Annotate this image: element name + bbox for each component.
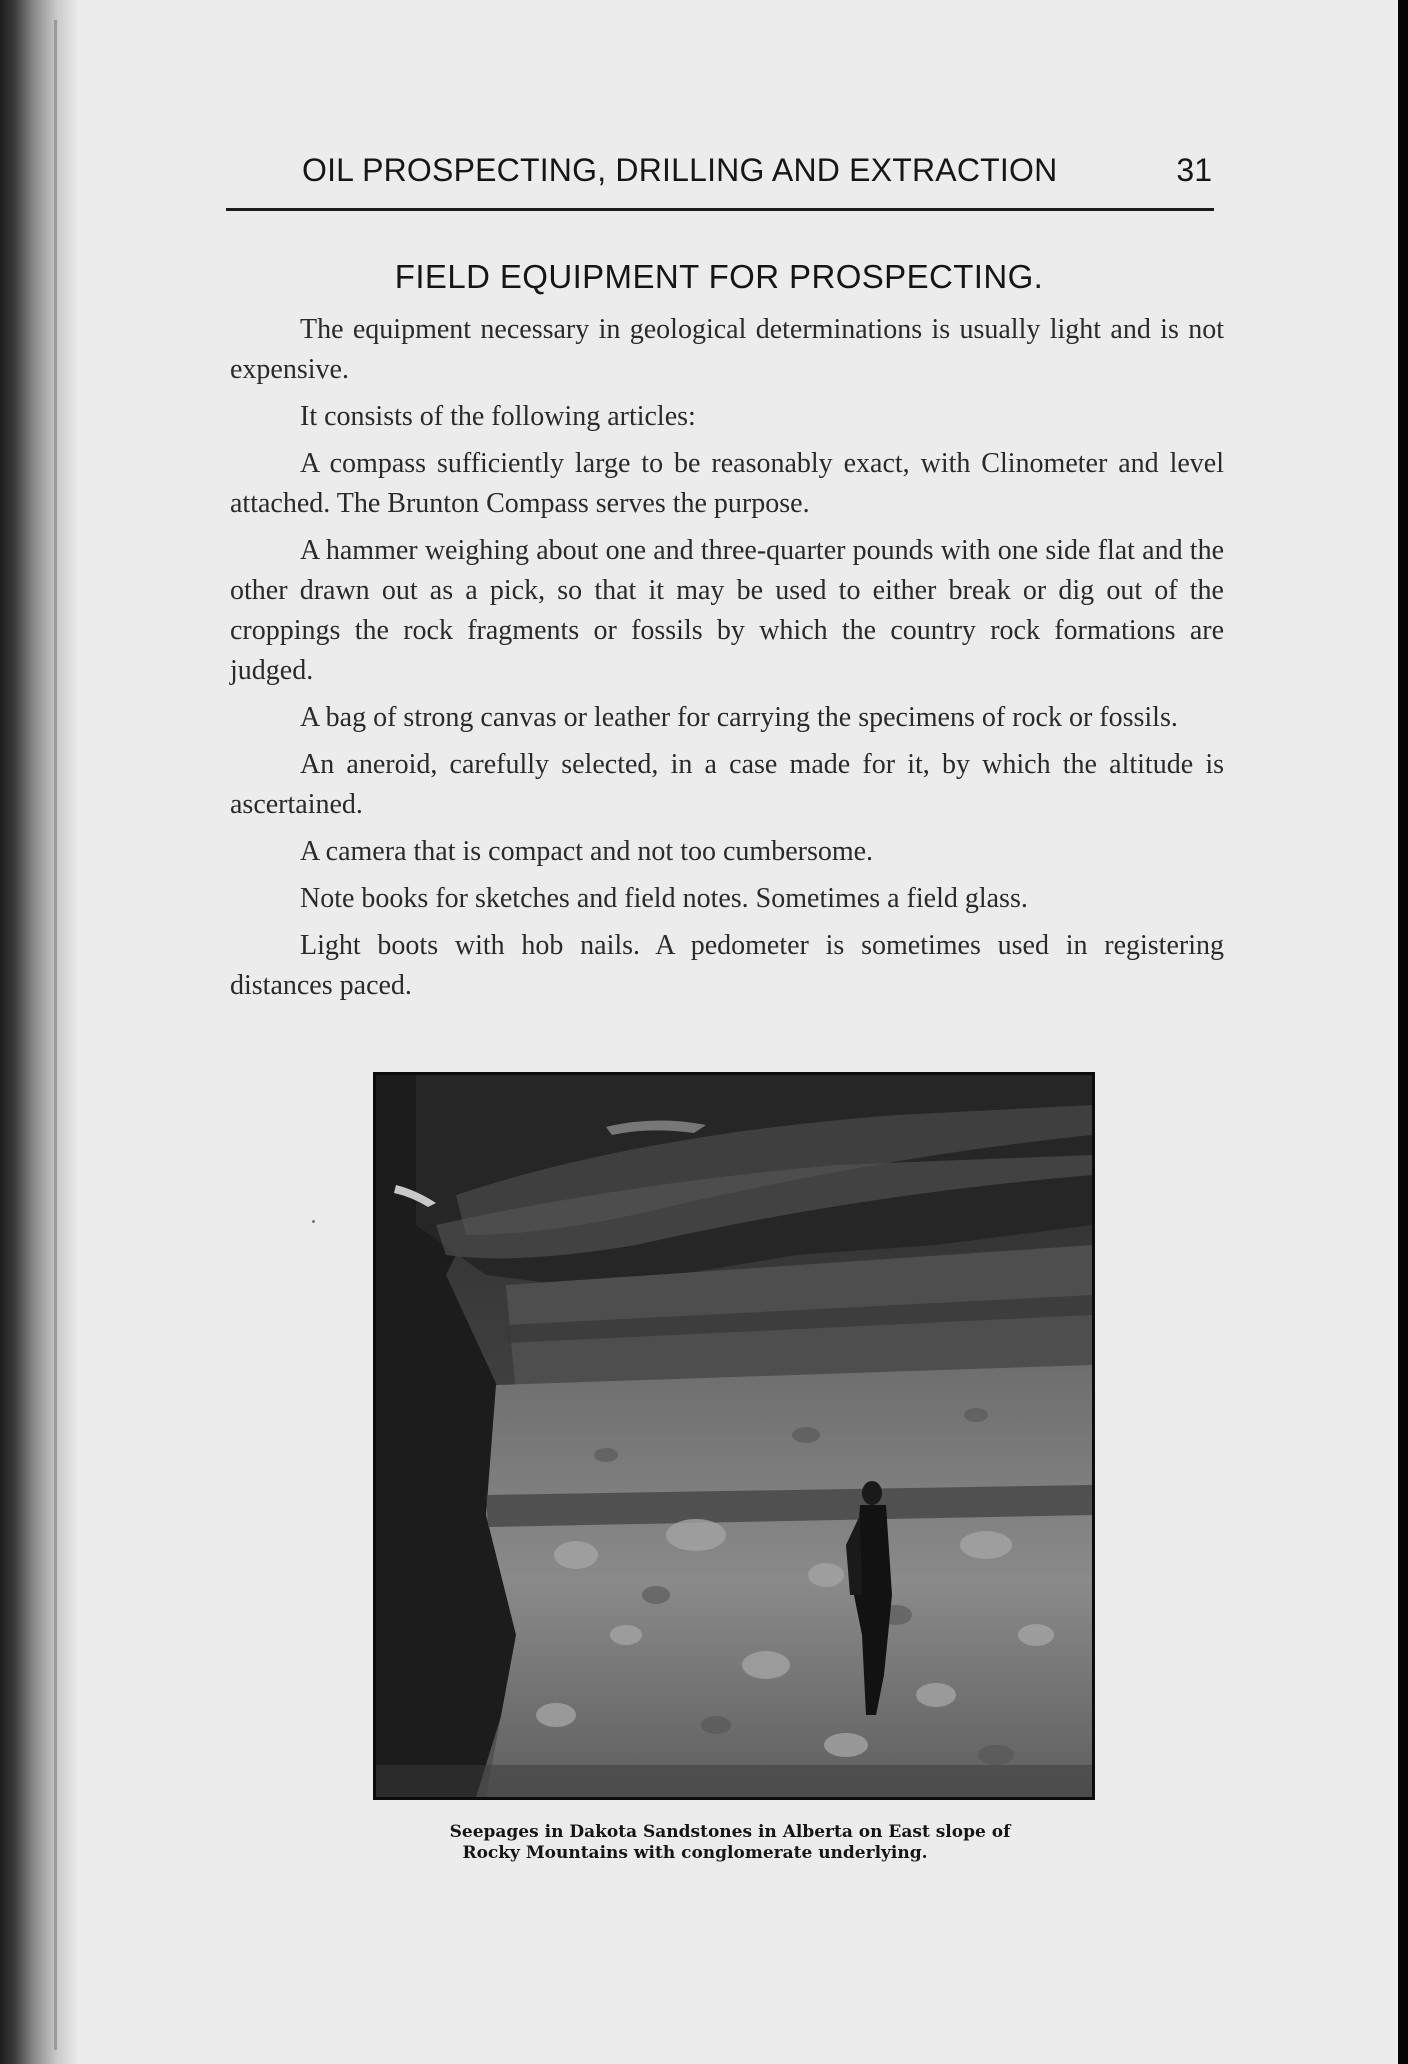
running-head [226,150,1214,211]
book-spine-shadow [0,0,78,2064]
caption-line-2: Rocky Mountains with conglomerate underlying. [462,1843,928,1863]
paragraph-compass: A compass sufficiently large to be reasonably exact, with Clinometer and level attached. The Brunton Compass serves the purpose. [230,448,1224,519]
spine-fold-line [54,20,57,2050]
page-number: 31 [1176,152,1212,188]
section-heading: FIELD EQUIPMENT FOR PROSPECTING. [394,258,1044,295]
paragraph-aneroid: An aneroid, carefully selected, in a case made for it, by which the altitude is ascertained. [230,749,1224,820]
caption-line-1: Seepages in Dakota Sandstones in Alberta on East slope of [449,1822,1011,1842]
paragraph-articles: It consists of the following articles: [300,401,696,432]
paragraph-hammer: A hammer weighing about one and three-quarter pounds with one side flat and the other drawn out as a pick, so that it may be used to either break or dig out of the croppings the rock fragments or fossils by which the country rock formations are judged. [230,535,1224,686]
paragraph-notebooks: Note books for sketches and field notes. Sometimes a field glass. [300,883,1028,914]
body-text [230,310,1224,1013]
paragraph-intro: The equipment necessary in geological determinations is usually light and is not expensive. [230,314,1224,385]
figure-caption [300,1822,1160,1864]
paragraph-boots: Light boots with hob nails. A pedometer is sometimes used in registering distances paced. [230,930,1224,1001]
running-head-title: OIL PROSPECTING, DRILLING AND EXTRACTION [302,152,1058,188]
photo-illustration [376,1075,1092,1797]
rock-outcrop-photograph [373,1072,1095,1800]
paragraph-camera: A camera that is compact and not too cumbersome. [300,836,874,867]
paper-speck [312,1220,315,1223]
page-edge-shadow [1398,0,1408,2064]
paragraph-bag: A bag of strong canvas or leather for carrying the specimens of rock or fossils. [300,702,1178,733]
